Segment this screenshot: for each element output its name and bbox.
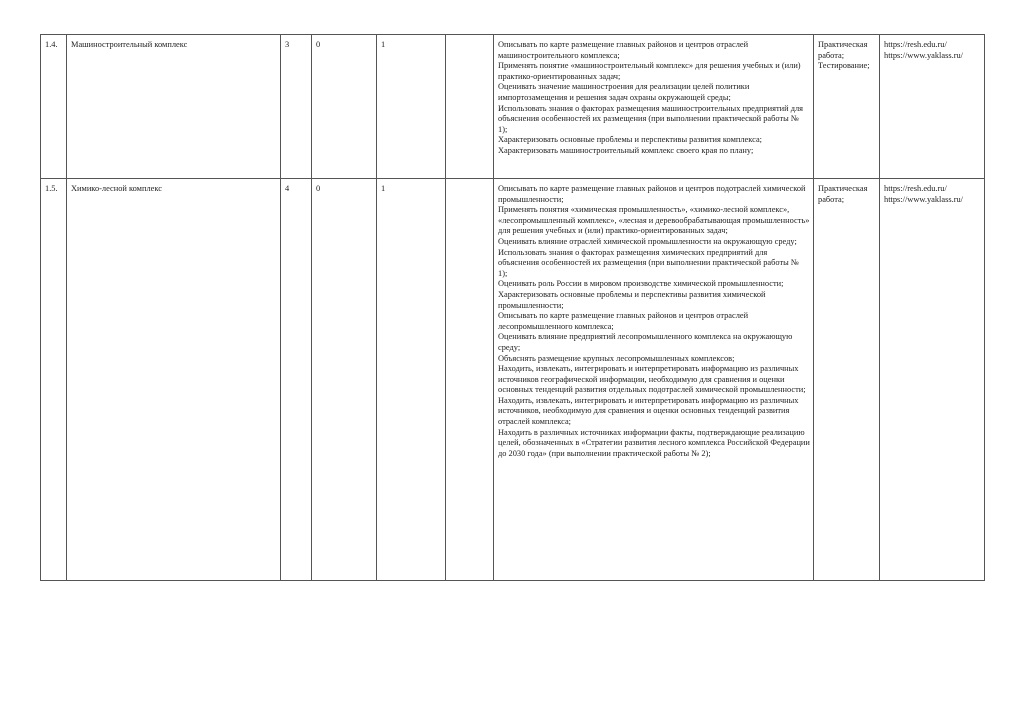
activity-line: Находить, извлекать, интегрировать и интерпретировать информацию из различных источников, необходимую для сравнения и оценки основных тенденций развития отраслей комплекса;: [498, 395, 799, 427]
hours-total-cell: 3: [281, 35, 312, 179]
control-line: Практическая работа;: [818, 184, 868, 204]
resources-cell: [880, 179, 985, 581]
activity-line: Применять понятия «химическая промышленность», «химико-лесной комплекс», «лесопромышленный комплекс», «лесная и деревообрабатывающая промышленность» для решения учебных и (или) практико-ориентированных задач;: [498, 205, 810, 236]
resource-link[interactable]: https://resh.edu.ru/: [884, 40, 947, 49]
table-row: [41, 179, 985, 581]
hours-practical-cell: 1: [377, 35, 446, 179]
control-line: Практическая работа;: [818, 40, 868, 60]
control-line: Тестирование;: [818, 61, 870, 71]
hours-tests-cell: 0: [312, 35, 377, 179]
hours-tests-cell: 0: [312, 179, 377, 581]
activity-line: Характеризовать машиностроительный комплекс своего края по плану;: [498, 145, 754, 155]
activities-cell: [494, 35, 814, 179]
curriculum-table: [40, 34, 985, 581]
row-number: 1.4.: [41, 35, 67, 179]
resources-cell: [880, 35, 985, 179]
resource-link[interactable]: https://www.yaklass.ru/: [884, 50, 964, 60]
topic-cell: Машиностроительный комплекс: [67, 35, 281, 179]
resource-link[interactable]: https://www.yaklass.ru/: [884, 194, 964, 204]
activity-line: Оценивать влияние отраслей химической промышленности на окружающую среду;: [498, 236, 797, 246]
activity-line: Использовать знания о факторах размещения машиностроительных предприятий для объяснения особенностей их размещения (при выполнении практической работы № 1);: [498, 103, 804, 134]
date-cell: [446, 179, 494, 581]
activity-line: Описывать по карте размещение главных районов и центров отраслей лесопромышленного комплекса;: [498, 311, 749, 331]
activity-line: Находить в различных источниках информации факты, подтверждающие реализацию целей, обозначенных в «Стратегии развития лесного комплекса Российской Федерации до 2030 года» (при выполнении практической работы № 2);: [498, 427, 810, 458]
resource-link[interactable]: https://resh.edu.ru/: [884, 184, 947, 193]
activity-line: Характеризовать основные проблемы и перспективы развития химической промышленности;: [498, 289, 766, 310]
hours-total-cell: 4: [281, 179, 312, 581]
activity-line: Объяснять размещение крупных лесопромышленных комплексов;: [498, 353, 735, 363]
activity-line: Оценивать влияние предприятий лесопромышленного комплекса на окружающую среду;: [498, 332, 793, 352]
hours-practical-cell: 1: [377, 179, 446, 581]
activity-line: Оценивать роль России в мировом производстве химической промышленности;: [498, 279, 784, 289]
activity-line: Оценивать значение машиностроения для реализации целей политики импортозамещения и решения задач охраны окружающей среды;: [498, 82, 750, 102]
row-number: 1.5.: [41, 179, 67, 581]
control-cell: [814, 179, 880, 581]
topic-cell: Химико-лесной комплекс: [67, 179, 281, 581]
table-row: [41, 35, 985, 179]
activity-line: Использовать знания о факторах размещения химических предприятий для объяснения особенностей их размещения (при выполнении практической работы № 1);: [498, 247, 799, 278]
activities-cell: [494, 179, 814, 581]
activity-line: Применять понятие «машиностроительный комплекс» для решения учебных и (или) практико-ориентированных задач;: [498, 61, 801, 81]
control-cell: [814, 35, 880, 179]
activity-line: Описывать по карте размещение главных районов и центров отраслей машиностроительного комплекса;: [498, 40, 749, 60]
activity-line: Характеризовать основные проблемы и перспективы развития комплекса;: [498, 135, 762, 145]
date-cell: [446, 35, 494, 179]
activity-line: Описывать по карте размещение главных районов и центров подотраслей химической промышленности;: [498, 184, 806, 204]
activity-line: Находить, извлекать, интегрировать и интерпретировать информацию из различных источников географической информации, необходимую для сравнения и оценки основных тенденций развития отдельных подотраслей химической промышленности;: [498, 364, 806, 395]
